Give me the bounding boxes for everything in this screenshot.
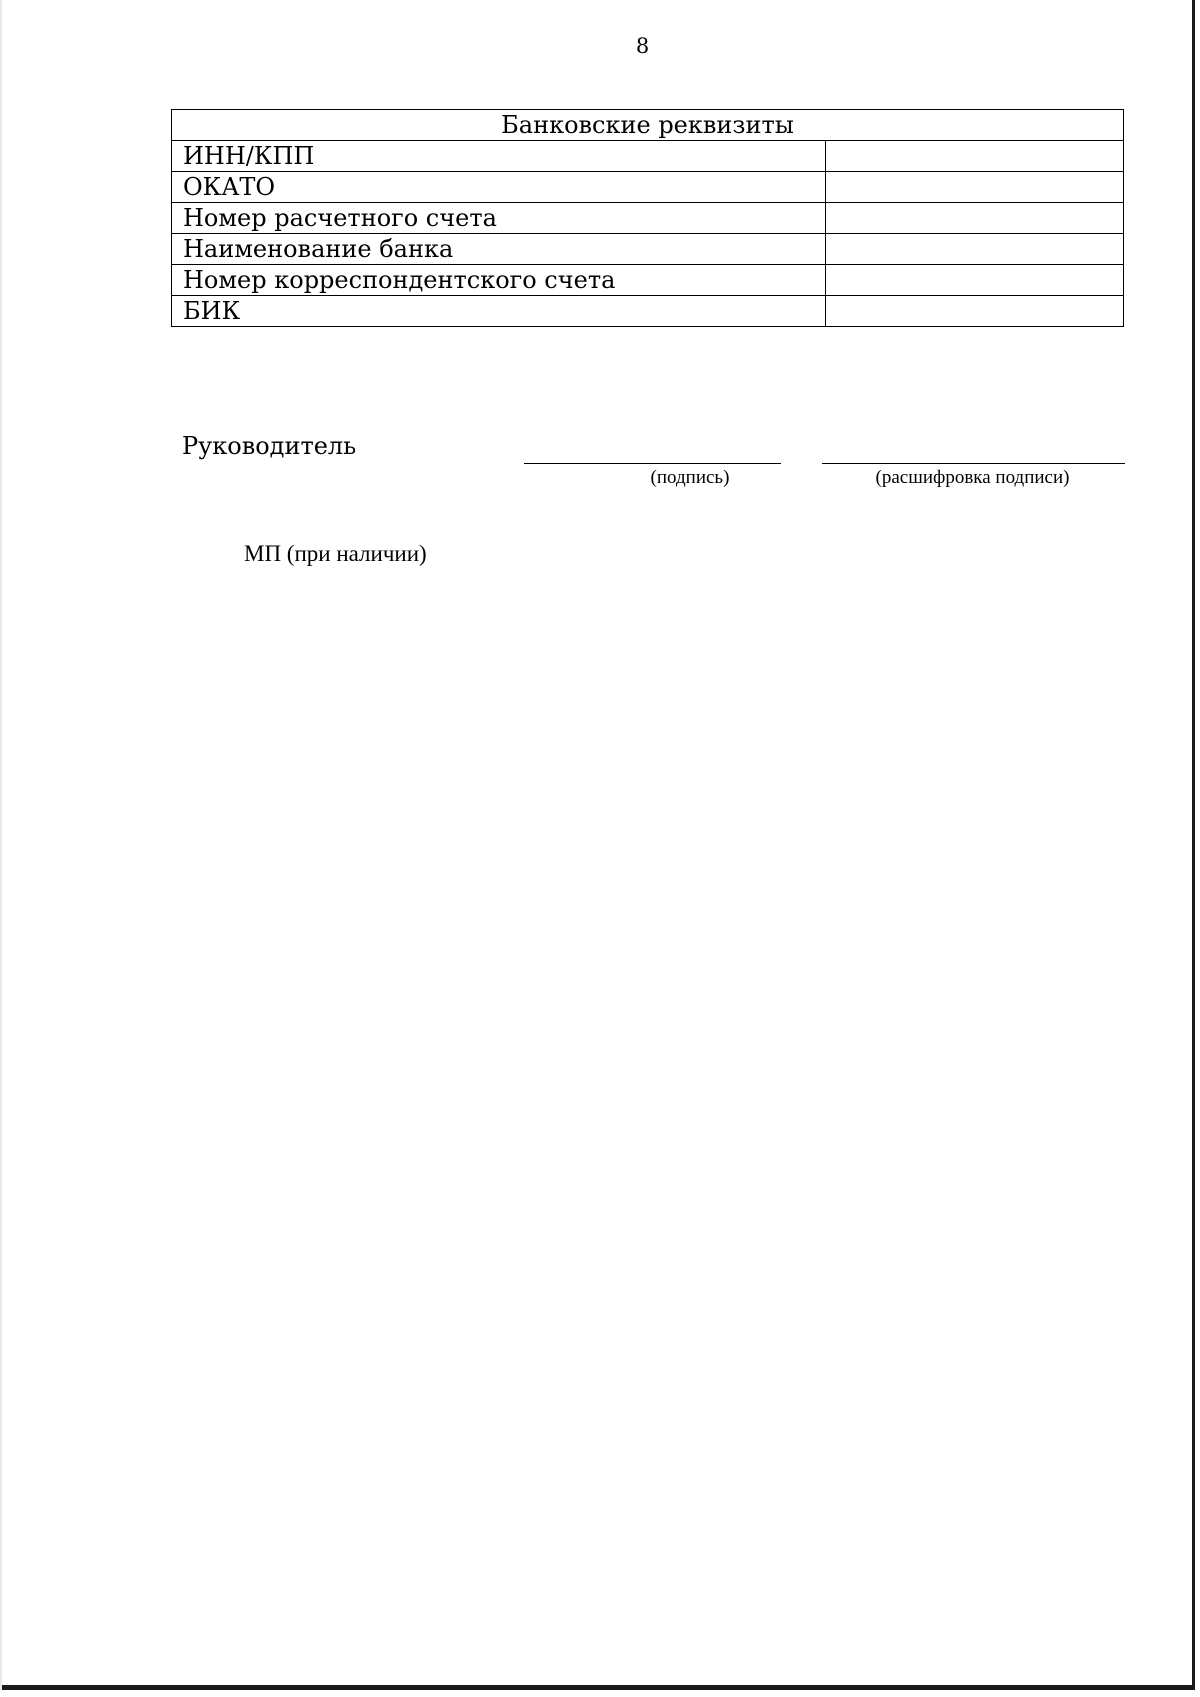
signature-decode-line xyxy=(822,463,1125,464)
bank-details-title: Банковские реквизиты xyxy=(172,110,1124,141)
table-header-row xyxy=(172,110,1124,141)
bank-details-table xyxy=(171,109,1124,327)
row-value-okato xyxy=(826,172,1124,203)
stamp-note: МП (при наличии) xyxy=(244,541,427,566)
table-row xyxy=(172,172,1124,203)
table-row xyxy=(172,141,1124,172)
row-value-inn-kpp xyxy=(826,141,1124,172)
signature-caption: (подпись) xyxy=(650,467,730,488)
row-value-bank-name xyxy=(826,234,1124,265)
row-label-account-number: Номер расчетного счета xyxy=(172,203,826,234)
table-row xyxy=(172,203,1124,234)
row-label-okato: ОКАТО xyxy=(172,172,826,203)
page-edge-shadow xyxy=(0,0,2,1690)
row-value-correspondent-account xyxy=(826,265,1124,296)
signature-decode-caption: (расшифровка подписи) xyxy=(875,467,1070,488)
row-value-account-number xyxy=(826,203,1124,234)
row-label-bik: БИК xyxy=(172,296,826,327)
row-value-bik xyxy=(826,296,1124,327)
head-role-label: Руководитель xyxy=(182,432,357,460)
table-row xyxy=(172,234,1124,265)
table-row xyxy=(172,296,1124,327)
signature-line xyxy=(524,463,781,464)
table-row xyxy=(172,265,1124,296)
row-label-correspondent-account: Номер корреспондентского счета xyxy=(172,265,826,296)
row-label-inn-kpp: ИНН/КПП xyxy=(172,141,826,172)
page-number: 8 xyxy=(635,34,650,58)
signature-block xyxy=(0,430,1200,500)
row-label-bank-name: Наименование банка xyxy=(172,234,826,265)
